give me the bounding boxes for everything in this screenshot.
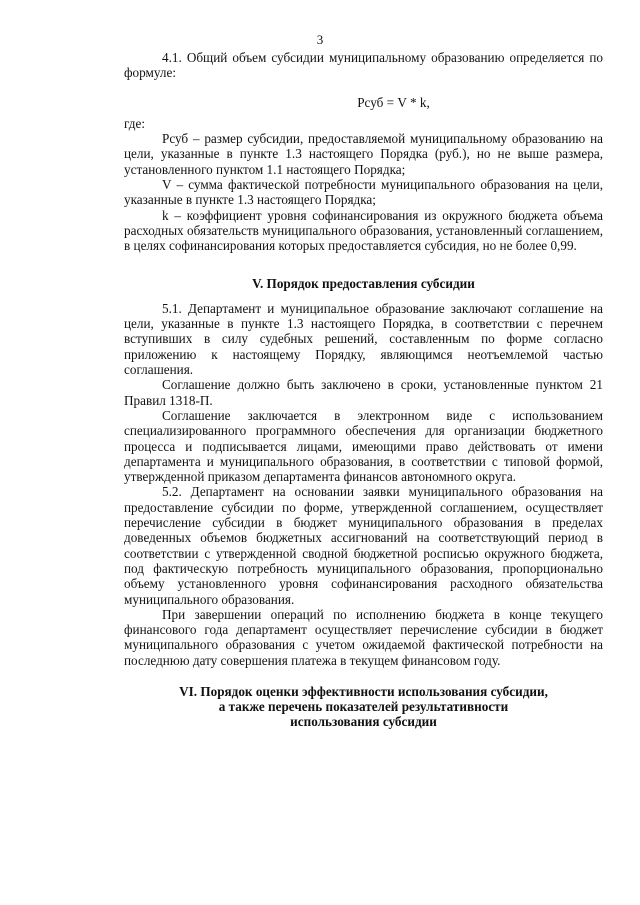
- subsidy-formula: Рсуб = V * k,: [357, 94, 430, 110]
- section-heading-vi-line3: использования субсидии: [290, 714, 437, 730]
- section-heading-v: V. Порядок предоставления субсидии: [252, 275, 475, 291]
- definition-v: V – сумма фактической потребности муниципального образования на цели, указанные в пункте 1.3 настоящего Порядка;: [124, 177, 603, 208]
- paragraph-agreement-terms: Соглашение должно быть заключено в сроки, установленные пунктом 21 Правил 1318-П.: [124, 377, 603, 408]
- paragraph-4-1: 4.1. Общий объем субсидии муниципальному образованию определяется по формуле:: [124, 50, 603, 81]
- paragraph-5-1: 5.1. Департамент и муниципальное образование заключают соглашение на цели, указанные в пункте 1.3 настоящего Порядка, в соответствии с перечнем вступивших в силу судебных решений, составленным по форме согласно приложению к настоящему Порядку, являющимся неотъемлемой частью соглашения.: [124, 300, 603, 378]
- paragraph-agreement-electronic: Соглашение заключается в электронном виде с использованием специализированного программного обеспечения для организации бюджетного процесса и подписывается лицами, имеющими право действовать от имени департамента и муниципального образования, в соответствии с типовой формой, утвержденной приказом департамента финансов автономного округа.: [124, 407, 603, 485]
- page-number: 3: [316, 32, 324, 47]
- section-heading-vi-line2: а также перечень показателей результативности: [218, 698, 509, 714]
- section-heading-vi-line1: VI. Порядок оценки эффективности использования субсидии,: [179, 683, 548, 699]
- paragraph-5-2: 5.2. Департамент на основании заявки муниципального образования на предоставление субсидии по форме, утвержденной соглашением, осуществляет перечисление субсидии в бюджет муниципального образования в пределах доведенных объемов бюджетных ассигнований на соответствующий период в соответствии с утвержденной сводной бюджетной росписью окружного бюджета, под фактическую потребность муниципального образования, пропорционально объему установленного уровня софинансирования расходного обязательства муниципального образования.: [124, 484, 603, 607]
- definition-k: k – коэффициент уровня софинансирования из окружного бюджета объема расходных обязательств муниципального образования, установленный соглашением, в целях софинансирования которых предоставляется субсидия, но не более 0,99.: [124, 207, 603, 254]
- definition-rsub: Рсуб – размер субсидии, предоставляемой муниципальному образованию на цели, указанные в пункте 1.3 настоящего Порядка (руб.), но не выше размера, установленного пунктом 1.1 настоящего Порядка;: [124, 131, 603, 177]
- page-content: [124, 50, 603, 730]
- where-label: где:: [124, 115, 145, 131]
- paragraph-year-end: При завершении операций по исполнению бюджета в конце текущего финансового года департамент осуществляет перечисление субсидии в бюджет муниципального образования с учетом ожидаемой фактической потребности на последнюю дату совершения платежа в текущем финансовом году.: [124, 606, 603, 668]
